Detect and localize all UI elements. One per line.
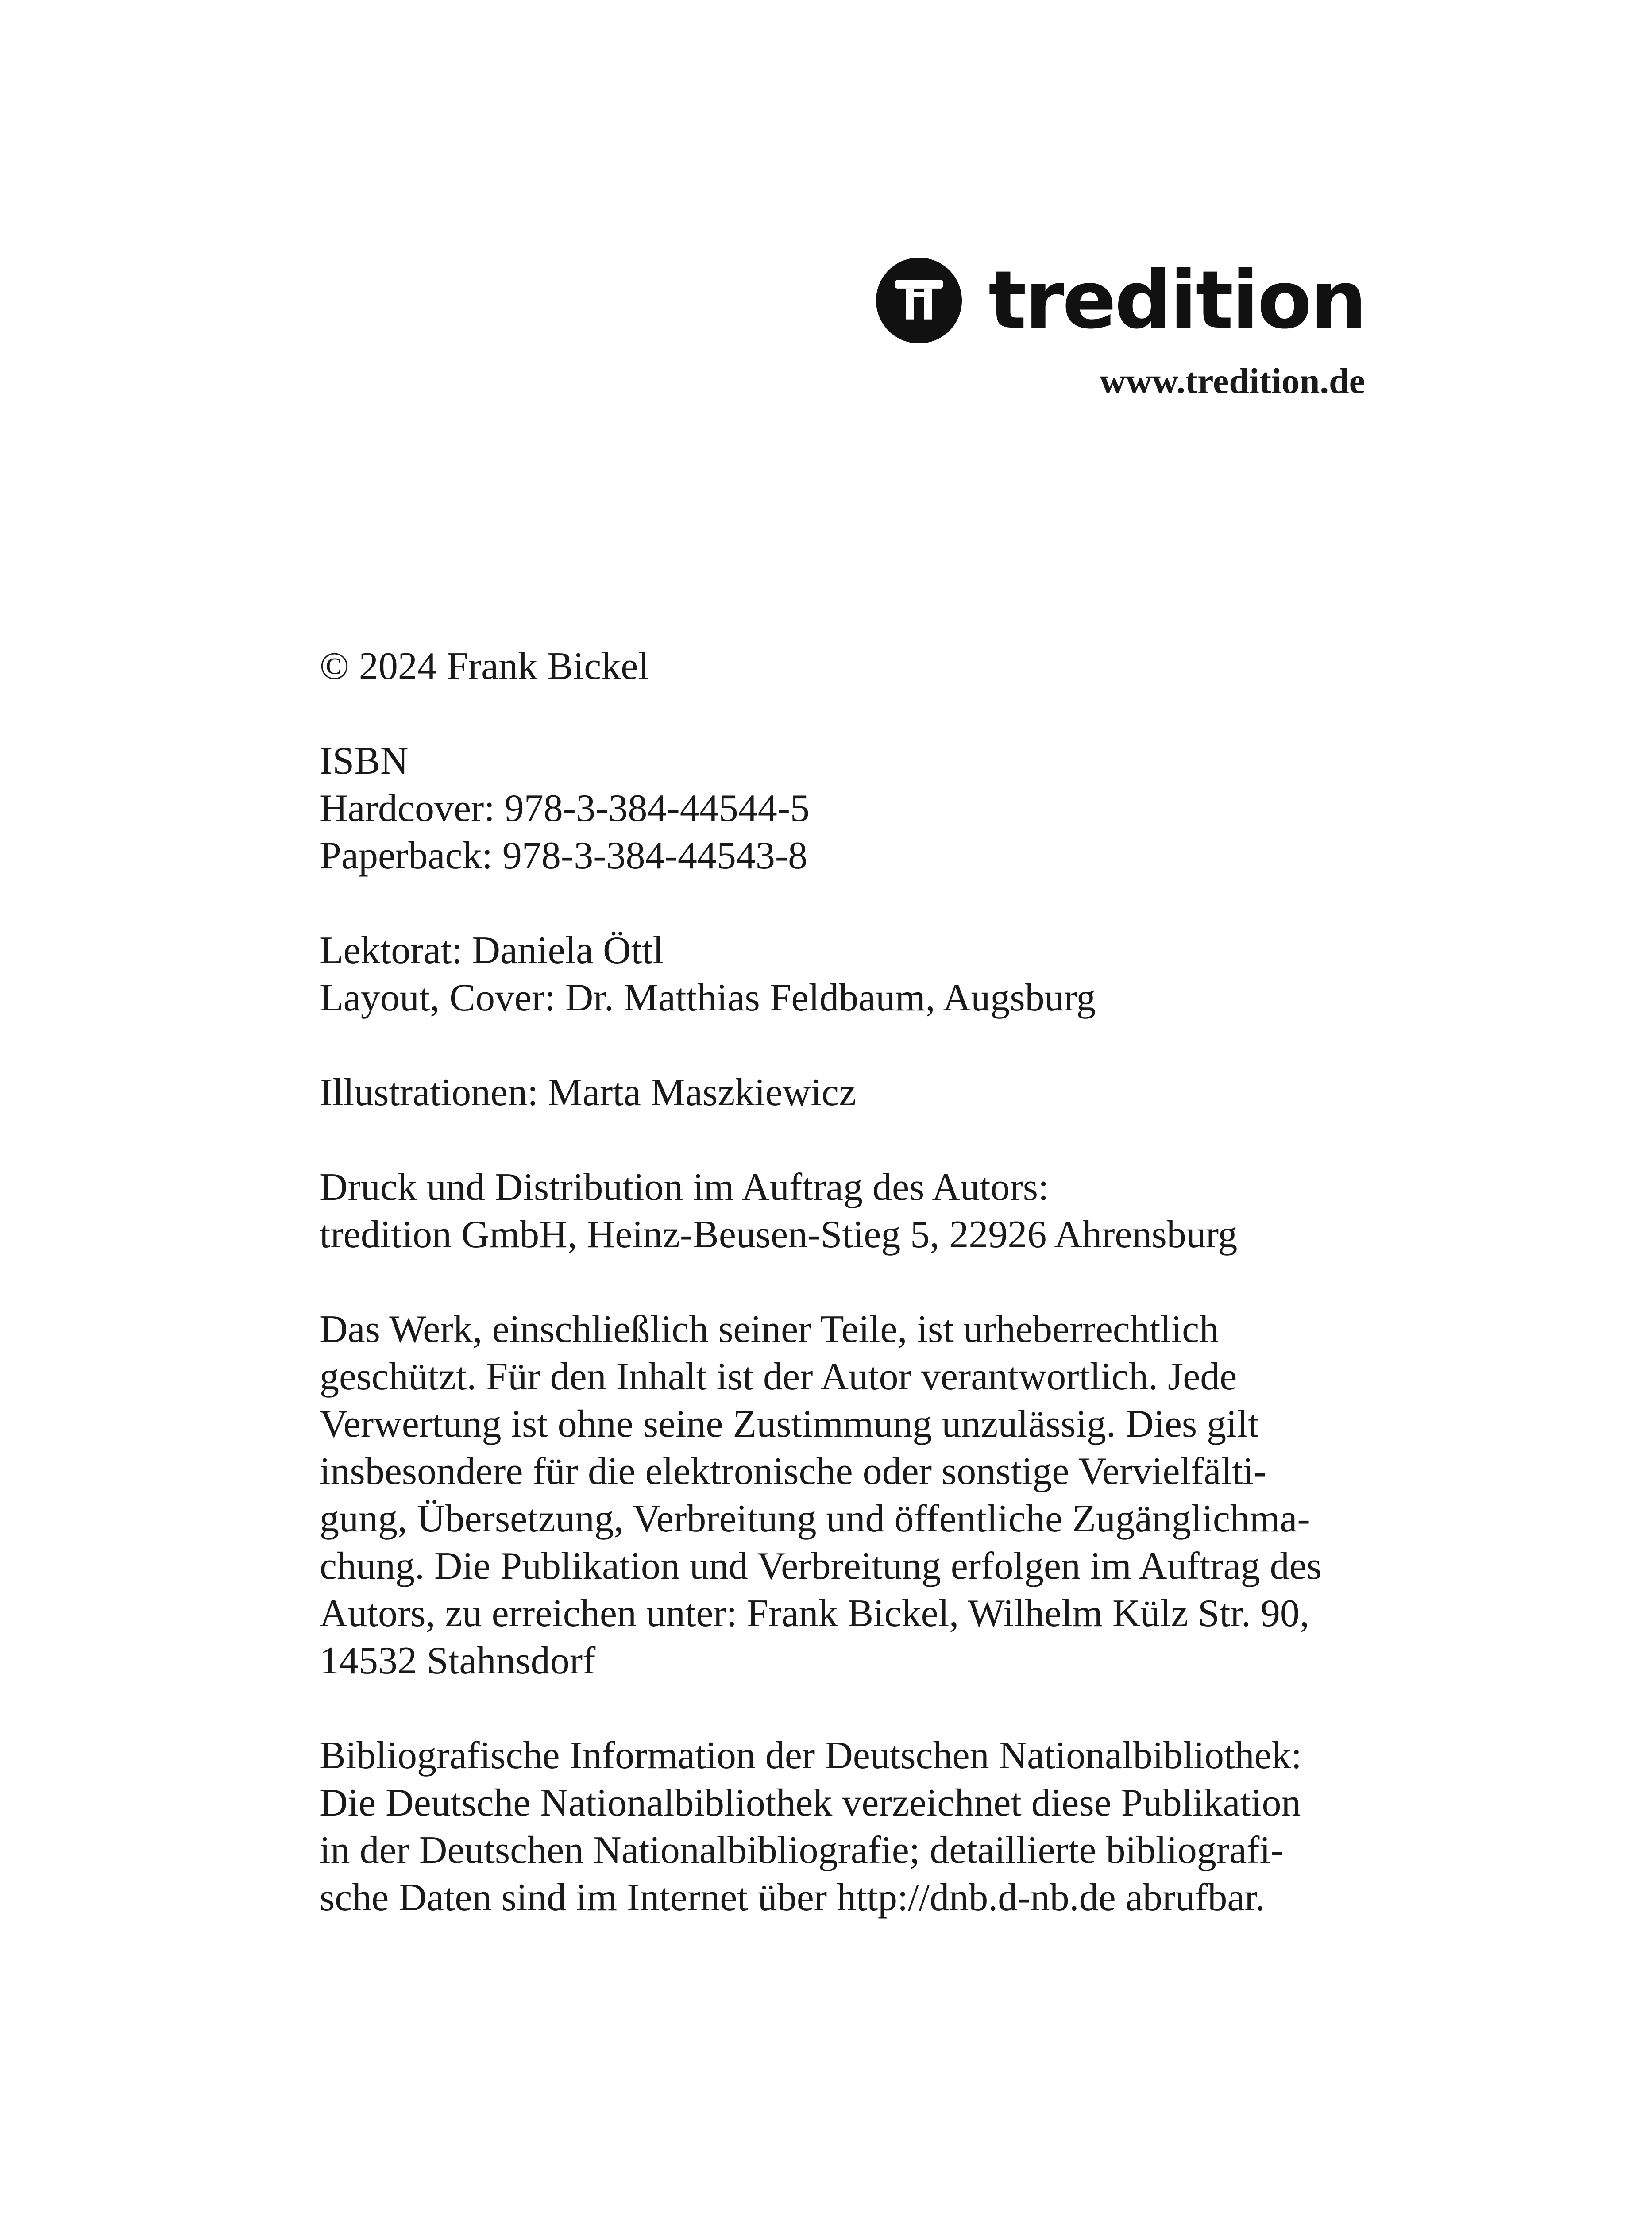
tredition-logo-icon [876, 258, 962, 343]
rights-line: geschützt. Für den Inhalt ist der Autor verantwortlich. Jede [320, 1355, 1237, 1398]
bibliographic-block [320, 1732, 1391, 1921]
credit-lektorat: Lektorat: Daniela Öttl [320, 929, 664, 972]
isbn-label: ISBN [320, 740, 409, 783]
rights-line: Das Werk, einschließlich seiner Teile, ist urheberrechtlich [320, 1308, 1219, 1351]
printing-line: Druck und Distribution im Auftrag des Autors: [320, 1166, 1049, 1209]
publisher-website[interactable]: www.tredition.de [1100, 361, 1365, 401]
logo-wordmark: tredition [988, 254, 1365, 347]
illustrations-block [320, 1069, 1391, 1116]
publisher-logo [876, 254, 1365, 347]
bibliographic-line: Die Deutsche Nationalbibliothek verzeichnet diese Publikation [320, 1781, 1301, 1824]
credit-illustrations: Illustrationen: Marta Maszkiewicz [320, 1071, 857, 1114]
credit-layout: Layout, Cover: Dr. Matthias Feldbaum, Augsburg [320, 976, 1096, 1019]
rights-line: chung. Die Publikation und Verbreitung erfolgen im Auftrag des [320, 1545, 1322, 1588]
bibliographic-line: sche Daten sind im Internet über http://dnb.d-nb.de abrufbar. [320, 1876, 1265, 1919]
bibliographic-line: in der Deutschen Nationalbibliografie; detaillierte bibliografi- [320, 1829, 1284, 1872]
printing-block [320, 1164, 1391, 1258]
isbn-block [320, 737, 1391, 879]
bibliographic-line: Bibliografische Information der Deutschen Nationalbibliothek: [320, 1734, 1302, 1777]
isbn-paperback: Paperback: 978-3-384-44543-8 [320, 834, 808, 877]
rights-block [320, 1306, 1391, 1685]
imprint-text [320, 643, 1391, 1969]
rights-line: gung, Übersetzung, Verbreitung und öffentliche Zugänglichma- [320, 1497, 1310, 1540]
isbn-hardcover: Hardcover: 978-3-384-44544-5 [320, 787, 810, 830]
credits-block [320, 927, 1391, 1022]
rights-line: 14532 Stahnsdorf [320, 1639, 596, 1682]
copyright-notice: © 2024 Frank Bickel [320, 645, 649, 688]
rights-line: Verwertung ist ohne seine Zustimmung unzulässig. Dies gilt [320, 1403, 1259, 1446]
rights-line: insbesondere für die elektronische oder sonstige Vervielfälti- [320, 1450, 1267, 1493]
copyright-block [320, 643, 1391, 690]
printing-address: tredition GmbH, Heinz-Beusen-Stieg 5, 22926 Ahrensburg [320, 1213, 1238, 1256]
rights-line: Autors, zu erreichen unter: Frank Bickel, Wilhelm Külz Str. 90, [320, 1592, 1309, 1635]
